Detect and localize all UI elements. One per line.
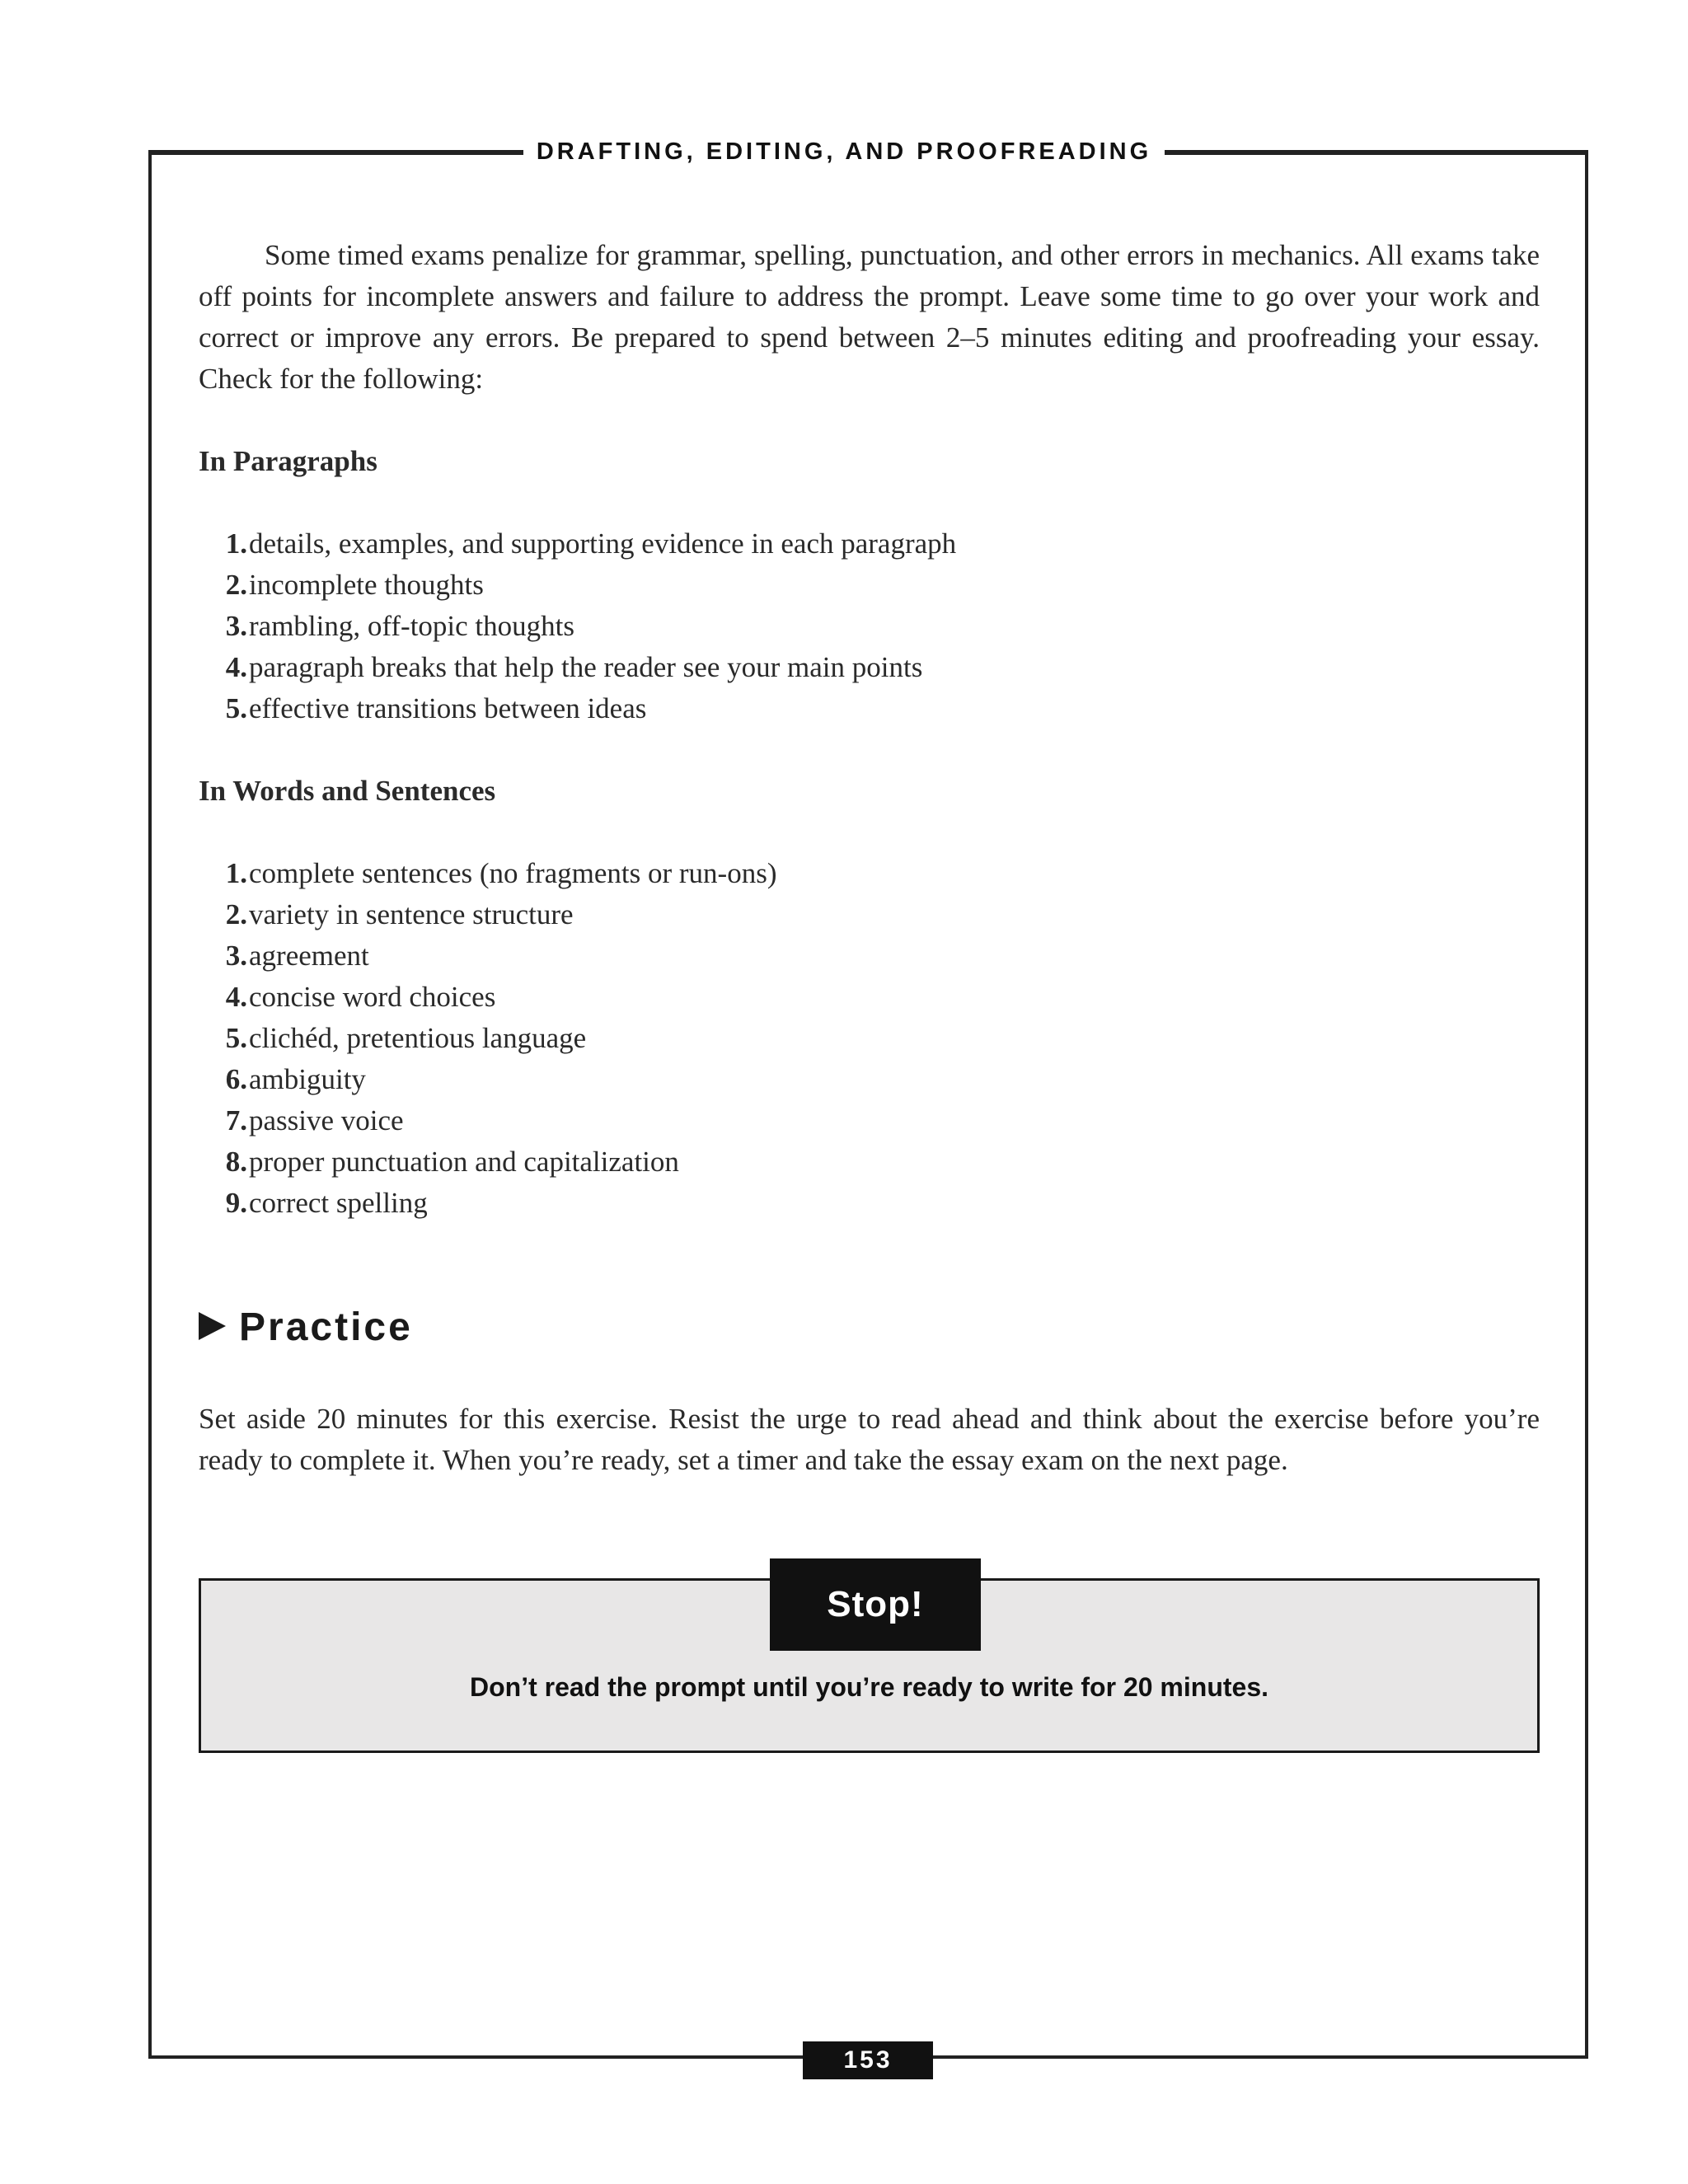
list-item-number: 2.	[225, 569, 247, 601]
list-item-number: 4.	[225, 651, 247, 683]
page-number: 153	[803, 2041, 933, 2079]
list-item	[199, 977, 1540, 1018]
list-item-number: 3.	[225, 610, 247, 642]
list-item	[199, 894, 1540, 935]
list-item	[199, 1141, 1540, 1183]
stop-message: Don’t read the prompt until you’re ready to write for 20 minutes.	[469, 1672, 1268, 1702]
list-item-text: variety in sentence structure	[249, 898, 574, 930]
words-sentences-checklist	[199, 853, 1540, 1224]
list-item	[199, 935, 1540, 977]
list-item	[199, 606, 1540, 647]
list-item-number: 3.	[225, 940, 247, 972]
list-item	[199, 523, 1540, 565]
list-item	[199, 688, 1540, 729]
section-heading-paragraphs: In Paragraphs	[199, 445, 377, 477]
list-item	[199, 1018, 1540, 1059]
list-item	[199, 565, 1540, 606]
list-item	[199, 853, 1540, 894]
list-item-number: 9.	[225, 1187, 247, 1219]
list-item-text: details, examples, and supporting evidence in each paragraph	[249, 527, 957, 560]
paragraphs-checklist	[199, 523, 1540, 729]
list-item-text: clichéd, pretentious language	[249, 1022, 587, 1054]
list-item-text: agreement	[249, 940, 369, 972]
stop-label: Stop!	[770, 1558, 981, 1651]
list-item-text: rambling, off-topic thoughts	[249, 610, 574, 642]
practice-paragraph: Set aside 20 minutes for this exercise. Resist the urge to read ahead and think about the exercise before you’re ready to complete it. When you’re ready, set a timer and take the essay exam on the next page.	[199, 1403, 1540, 1476]
list-item-number: 1.	[225, 527, 247, 560]
triangle-bullet-icon	[199, 1312, 226, 1340]
list-item-number: 7.	[225, 1104, 247, 1137]
list-item-number: 2.	[225, 898, 247, 930]
main-content	[199, 235, 1540, 1224]
intro-paragraph: Some timed exams penalize for grammar, spelling, punctuation, and other errors in mechanics. All exams take off points for incomplete answers and failure to address the prompt. Leave some time to go over your work and correct or improve any errors. Be prepared to spend between 2–5 minutes editing and proofreading your essay. Check for the following:	[199, 239, 1540, 395]
list-item	[199, 1183, 1540, 1224]
list-item	[199, 1059, 1540, 1100]
list-item-text: incomplete thoughts	[249, 569, 484, 601]
list-item-number: 8.	[225, 1146, 247, 1178]
running-header	[0, 134, 1688, 170]
list-item-number: 4.	[225, 981, 247, 1013]
practice-heading-title: Practice	[239, 1305, 413, 1349]
list-item-number: 1.	[225, 857, 247, 889]
list-item-text: paragraph breaks that help the reader see your main points	[249, 651, 923, 683]
section-heading-words-sentences: In Words and Sentences	[199, 775, 496, 807]
list-item-number: 5.	[225, 692, 247, 724]
list-item-text: proper punctuation and capitalization	[249, 1146, 679, 1178]
running-header-title: DRAFTING, EDITING, AND PROOFREADING	[523, 138, 1165, 165]
list-item-text: effective transitions between ideas	[249, 692, 647, 724]
list-item-text: passive voice	[249, 1104, 404, 1137]
list-item	[199, 647, 1540, 688]
list-item-text: complete sentences (no fragments or run-ons)	[249, 857, 777, 889]
practice-heading	[199, 1305, 413, 1350]
list-item-text: concise word choices	[249, 981, 496, 1013]
list-item-text: correct spelling	[249, 1187, 428, 1219]
list-item	[199, 1100, 1540, 1141]
list-item-number: 6.	[225, 1063, 247, 1095]
list-item-text: ambiguity	[249, 1063, 366, 1095]
list-item-number: 5.	[225, 1022, 247, 1054]
